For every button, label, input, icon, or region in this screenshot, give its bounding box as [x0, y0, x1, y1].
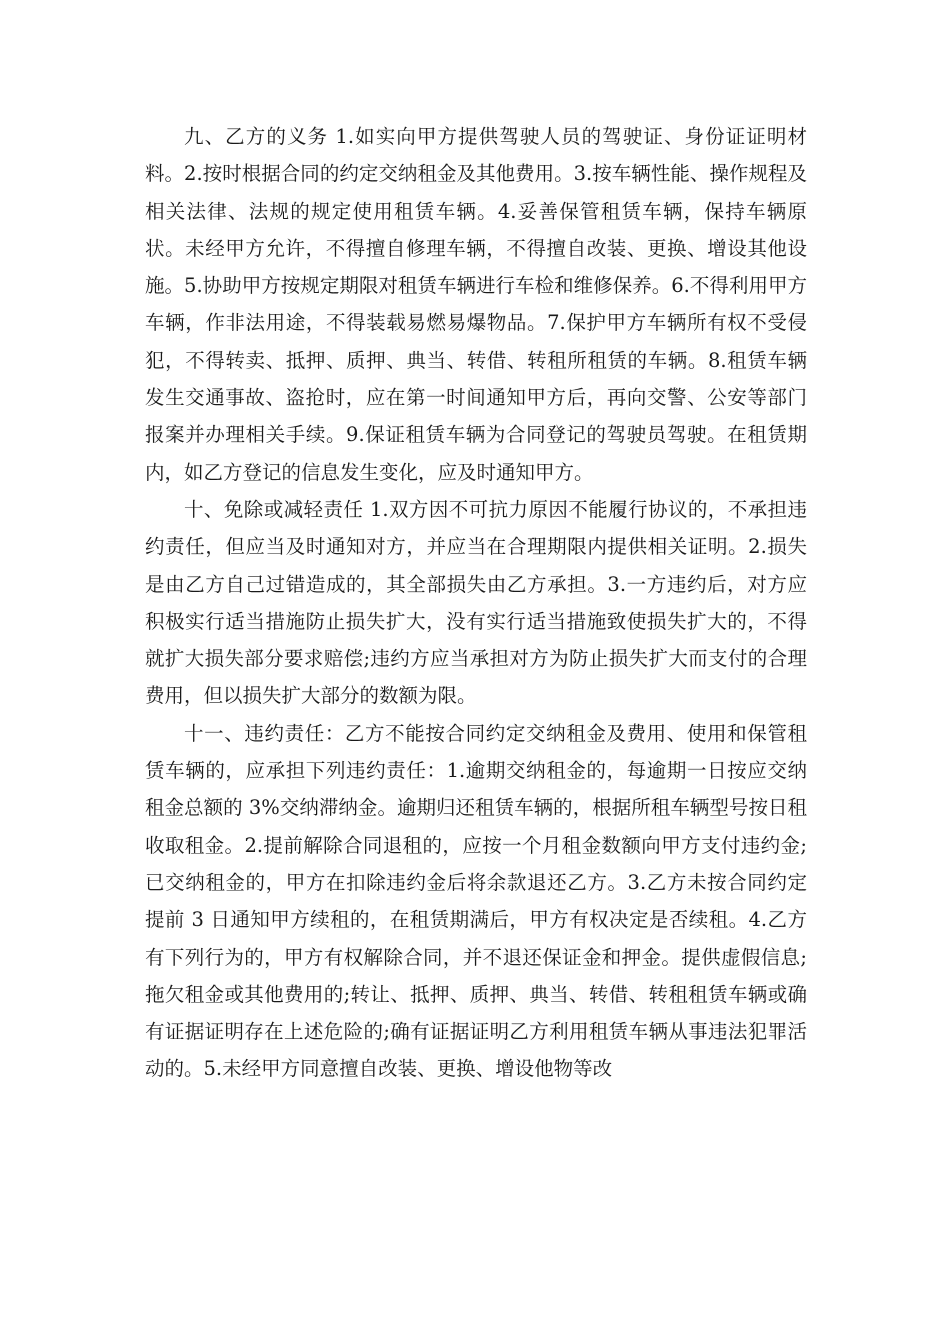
paragraph-obligations-of-party-b: 九、乙方的义务 1.如实向甲方提供驾驶人员的驾驶证、身份证证明材料。2.按时根据合同的约定交纳租金及其他费用。3.按车辆性能、操作规程及相关法律、法规的规定使用租赁车辆。4.妥善保管租赁车辆，保持车辆原状。未经甲方允许，不得擅自修理车辆，不得擅自改装、更换、增设其他设施。5.协助甲方按规定期限对租赁车辆进行车检和维修保养。6.不得利用甲方车辆，作非法用途，不得装载易燃易爆物品。7.保护甲方车辆所有权不受侵犯，不得转卖、抵押、质押、典当、转借、转租所租赁的车辆。8.租赁车辆发生交通事故、盗抢时，应在第一时间通知甲方后，再向交警、公安等部门报案并办理相关手续。9.保证租赁车辆为合同登记的驾驶员驾驶。在租赁期内，如乙方登记的信息发生变化，应及时通知甲方。	[145, 125, 807, 484]
paragraph-breach-liability: 十一、违约责任：乙方不能按合同约定交纳租金及费用、使用和保管租赁车辆的，应承担下列违约责任：1.逾期交纳租金的，每逾期一日按应交纳租金总额的 3%交纳滞纳金。逾期归还租赁车辆的，根据所租车辆型号按日租收取租金。2.提前解除合同退租的，应按一个月租金数额向甲方支付违约金;已交纳租金的，甲方在扣除违约金后将余款退还乙方。3.乙方未按合同约定提前 3 日通知甲方续租的，在租赁期满后，甲方有权决定是否续租。4.乙方有下列行为的，甲方有权解除合同，并不退还保证金和押金。提供虚假信息;拖欠租金或其他费用的;转让、抵押、质押、典当、转借、转租租赁车辆或确有证据证明存在上述危险的;确有证据证明乙方利用租赁车辆从事违法犯罪活动的。5.未经甲方同意擅自改装、更换、增设他物等改	[145, 721, 807, 1081]
document-body	[145, 118, 807, 1088]
paragraph-exemption-of-liability: 十、免除或减轻责任 1.双方因不可抗力原因不能履行协议的，不承担违约责任，但应当及时通知对方，并应当在合理期限内提供相关证明。2.损失是由乙方自己过错造成的，其全部损失由乙方承担。3.一方违约后，对方应积极实行适当措施防止损失扩大，没有实行适当措施致使损失扩大的，不得就扩大损失部分要求赔偿;违约方应当承担对方为防止损失扩大而支付的合理费用，但以损失扩大部分的数额为限。	[145, 497, 807, 708]
